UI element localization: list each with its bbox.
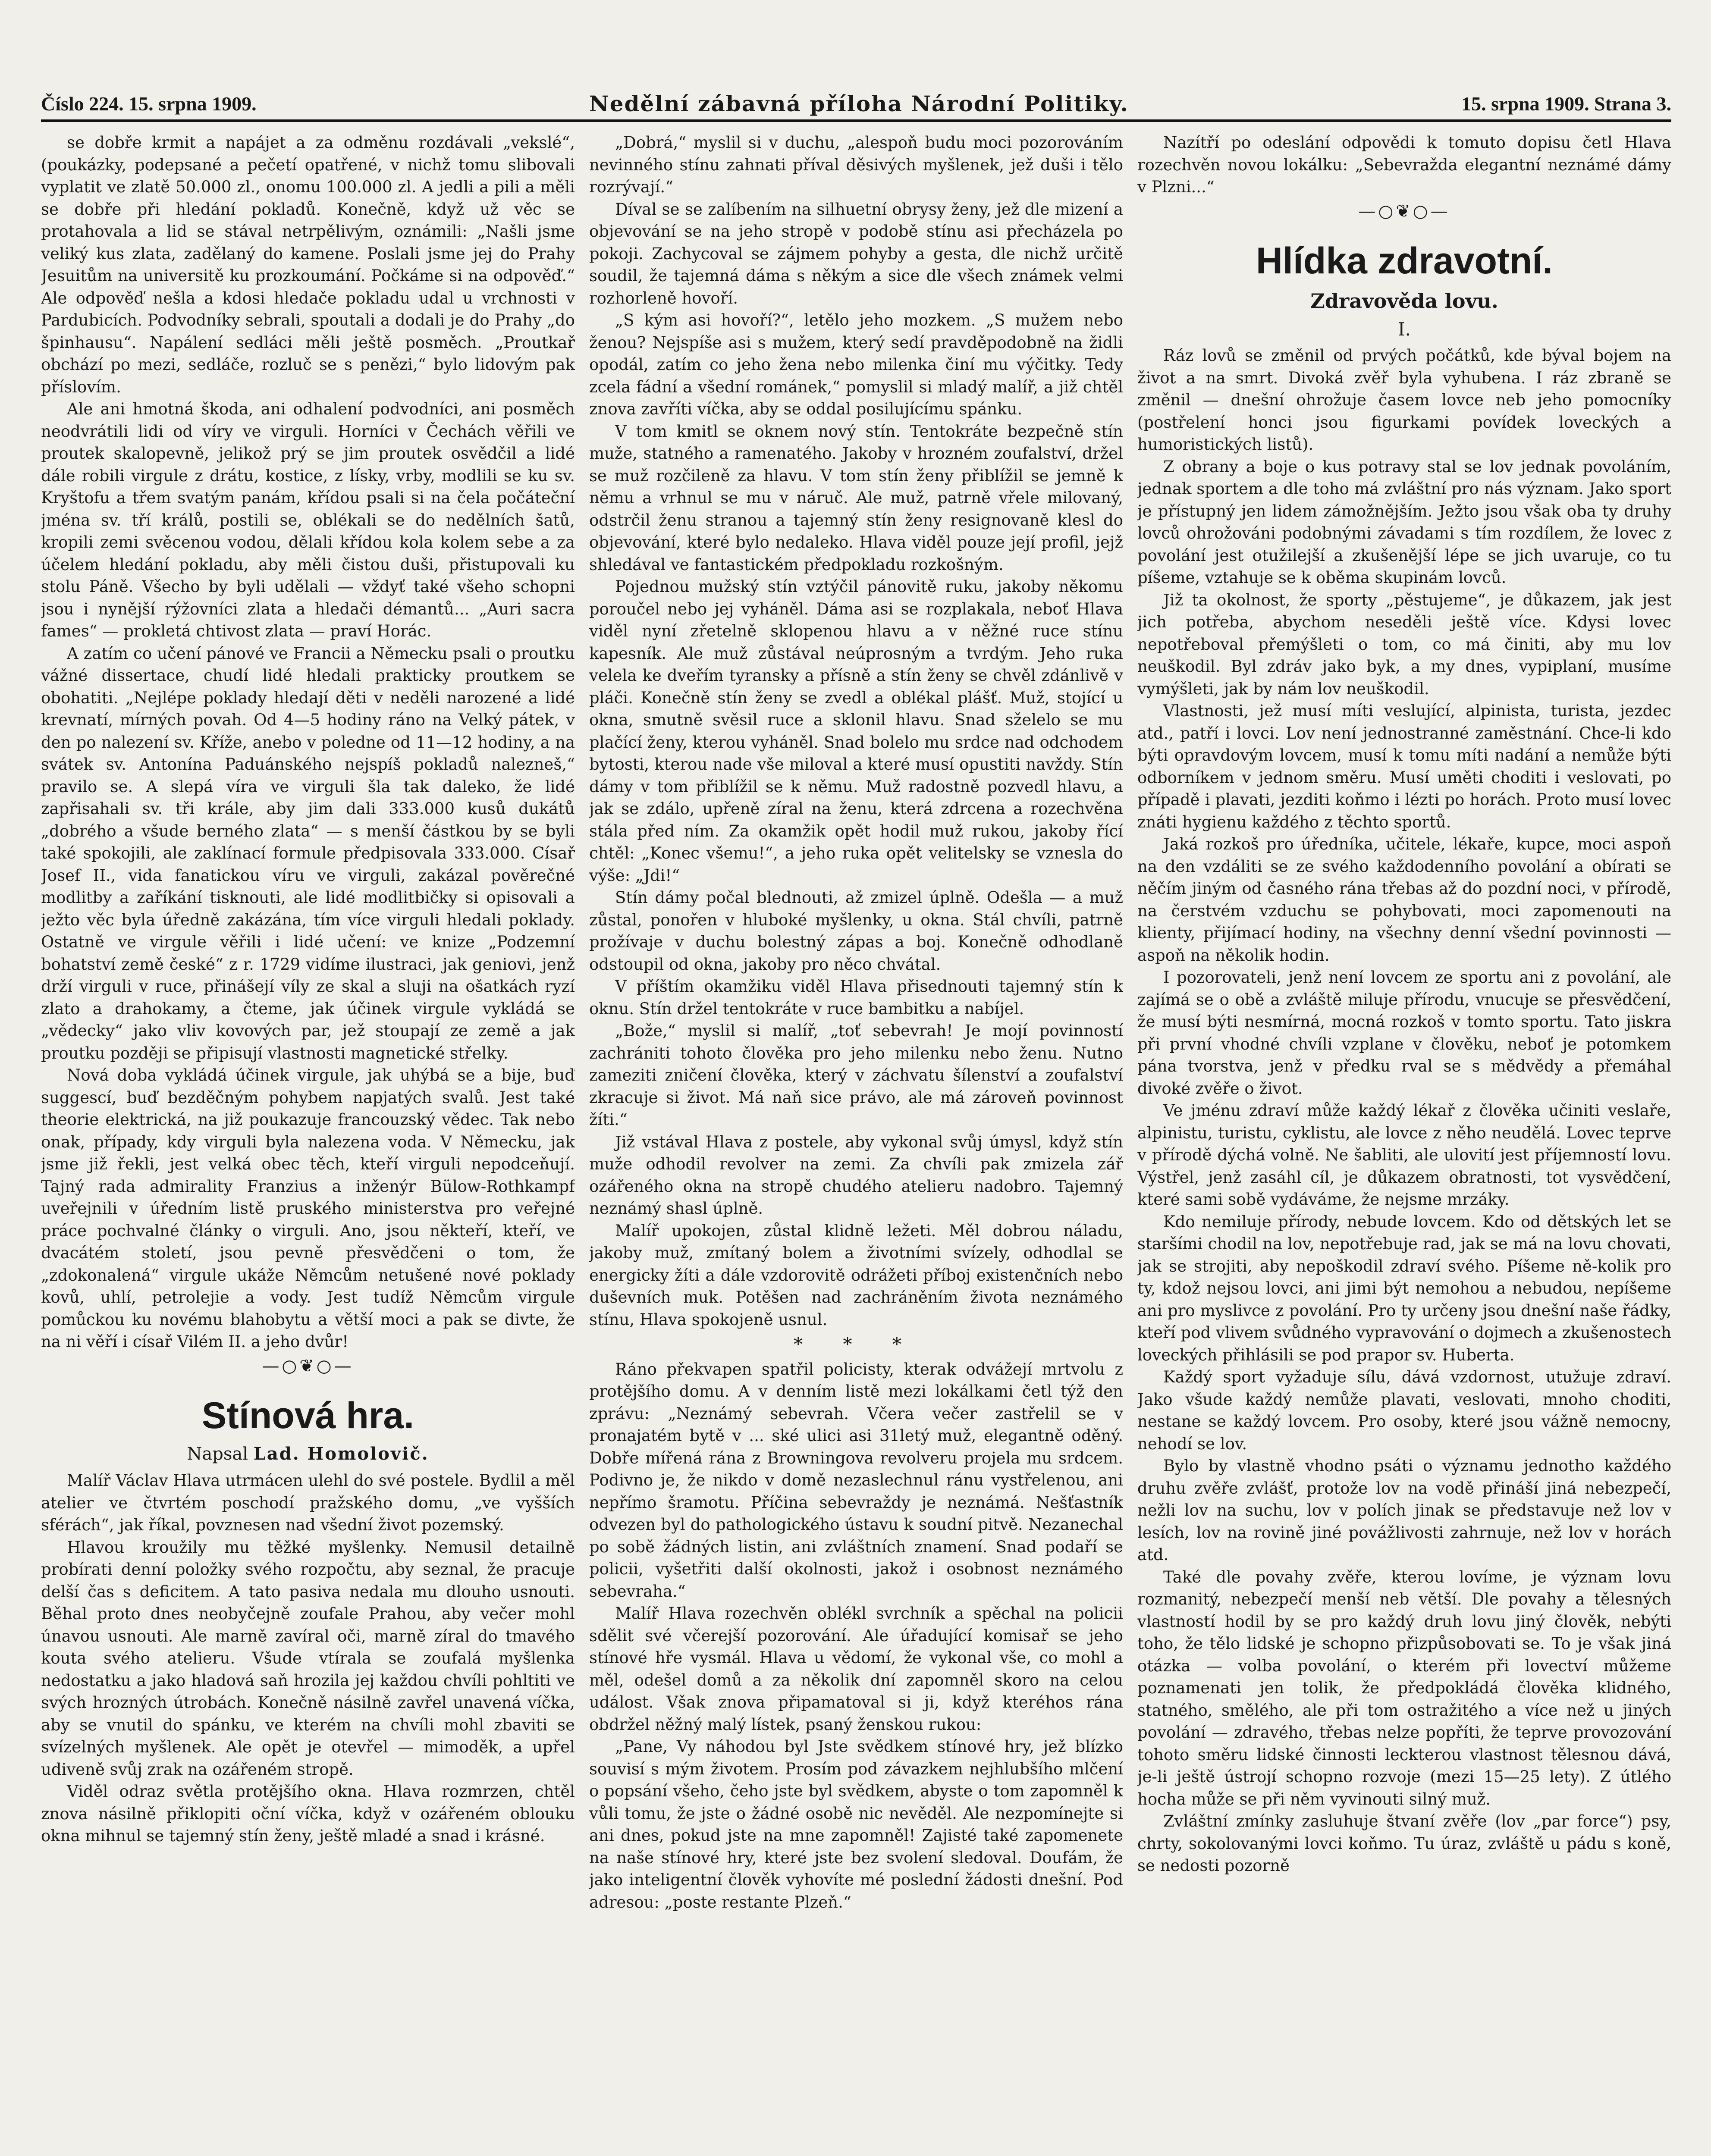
paragraph: „Pane, Vy náhodou byl Jste svědkem stínové hry, jež blízko souvisí s mým životem. Prosím pod závazkem nejhlubšího mlčení o popsání všeho, čeho jste byl svědkem, abyste o tom zapomněl k vůli tomu, že jste o žádné osobě nic nevěděl. Ale nezpomínejte si ani dnes, pokud jste na mne zapomněl! Zajisté také zapomenete na naše stínové hry, které jste bez svolení sledoval. Doufám, že jako inteligentní člověk vyhovíte mé poslední žádosti dnešní. Pod adresou: „poste restante Plzeň.“ <box>589 1737 1123 1912</box>
section-subtitle: Zdravověda lovu. <box>1310 289 1498 313</box>
columns <box>41 132 1671 2156</box>
paragraph: Nová doba vykládá účinek virgule, jak uhýbá se a bije, buď suggescí, buď bezděčným pohybem napjatých svalů. Jest také theorie elektrická, na již poukazuje francouzský vědec. Tak nebo onak, případy, kdy virguli byla nalezena voda. V Německu, jak jsme již řekli, jest velká obec těch, kteří virguli nepodceňují. Tajný rada admirality Franzius a inženýr Bülow-Rothkampf uveřejnili v úředním listě pruského ministerstva pro veřejné práce pochvalné články o virguli. Ano, jsou někteří, kteří, ve dvacátém století, jsou pevně přesvědčeni o tom, že „zdokonalená“ virgule ukáže Němcům netušené nové poklady kovů, uhlí, petrolejie a vody. Jest tudíž Němcům virgule pomůckou ku novému blahobytu a větší moci a pak se divte, že na ni věří i císař Vilém II. a jeho dvůr! <box>41 1066 575 1351</box>
paragraph: „Dobrá,“ myslil si v duchu, „alespoň budu moci pozorováním nevinného stínu zahnati příval děsivých myšlenek, jež duši i tělo rozrývají.“ <box>589 133 1123 196</box>
paragraph: A zatím co učení pánové ve Francii a Německu psali o proutku vážné dissertace, chudí lidé hledali prakticky proutkem se obohatiti. „Nejlépe poklady hledají děti v neděli narozené a lidé krevnatí, mírných povah. Od 4—5 hodiny ráno na Velký pátek, v den po nalezení sv. Kříže, anebo v poledne od 11—12 hodiny, a na svátek sv. Antonína Paduánského nejspíš pokladů nalezneš,“ pravilo se. A slepá víra ve virguli šla tak daleko, že lidé zapřisahali sv. tři krále, aby jim dali 333.000 kusů dukátů „dobrého a všude berného zlata“ — s menší částkou by se byli také spokojili, ale zaklínací formule předpisovala 333.000. Císař Josef II., vida fanatickou víru ve virguli, zakázal pověrečné modlitby a zaříkání tisknouti, ale lidé modlitbičky si opisovali a ježto věc byla úředně zakázána, tím více virguli hledali poklady. Ostatně ve virgule věřili i lidé učení: ve knize „Podzemní bohatství země české“ z r. 1729 vidíme ilustraci, jak geniovi, jenž drží virguli v ruce, přinášejí víly ze skal a sluji na ošatkách ryzí zlato a drahokamy, a čteme, jak účinek virgule vykládá se „vědecky“ jako vliv kovových par, jež stoupají ze země a jak proutku později se připisují vlastnosti magnetické střelky. <box>41 644 575 1062</box>
divider-ornament: —○❦○— <box>1358 201 1450 221</box>
section-number: I. <box>1398 318 1411 340</box>
paragraph: se dobře krmit a napájet a za odměnu rozdávali „vekslé“, (poukázky, podepsané a pečetí opatřené, v nichž tomu slibovali vyplatit ve zlatě 50.000 zl., onomu 100.000 zl. A jedli a pili a měli se dobře při hledání pokladů. Konečně, když už věc se protahovala a lid se stával netrpělivým, oznámili: „Našli jsme veliký kus zlata, zadělaný do kamene. Poslali jsme jej do Prahy Jesuitům na universitě ku prozkoumání. Počkáme si na odpověď.“ Ale odpověď nešla a kdosi hledače pokladu udal u vrchnosti v Pardubicích. Podvodníky sebrali, spoutali a dodali je do Prahy „do špinhausu“. Napálení sedláci měli ještě posměch. „Proutkař obchází po mezi, sedláče, rozluč se s penězi,“ bylo lidovým pak příslovím. <box>41 133 575 396</box>
column-2 <box>589 132 1123 2156</box>
story-title: Stínová hra. <box>201 1395 414 1436</box>
paragraph: Hlavou kroužily mu těžké myšlenky. Nemusil detailně probírati denní položky svého rozpočtu, aby seznal, že pracuje delší čas s deficitem. A tato pasiva nedala mu dlouho usnouti. Běhal proto dnes neobyčejně zoufale Prahou, aby večer mohl únavou usnouti. Ale marně zavíral oči, marně zíral do tmavého kouta svého atelieru. Všude vtírala se zoufalá myšlenka nedostatku a jako hladová saň hrozila jej každou chvíli pohltiti ve svých hrozných útrobách. Konečně násilně zavřel unavená víčka, aby se vnutil do spánku, ve kterém na chvíli mohl zbaviti se svízelných myšlenek. Ale opět je otevřel — mimoděk, a upřel udiveně svůj zrak na ozářeném stropě. <box>41 1538 575 1779</box>
paragraph: Ve jménu zdraví může každý lékař z člověka učiniti veslaře, alpinistu, turistu, cyklistu, ale lovce z něho neudělá. Lovec teprve v přírodě dýchá volně. Ne šabliti, ale ulovití jest příjemností lovu. Výstřel, jenž zasáhl cíl, je důkazem obratnosti, tot vysvědčení, které sami sobě vydáváme, že nejsme mrzáky. <box>1137 1101 1671 1209</box>
paragraph: Malíř upokojen, zůstal klidně ležeti. Měl dobrou náladu, jakoby muž, zmítaný bolem a životními svízely, odhodlal se energicky žíti a dále vzdorovitě odrážeti příboj existenčních nebo duševních muk. Potěšen nad zachráněním života neznámého stínu, Hlava spokojeně usnul. <box>589 1221 1123 1329</box>
newspaper-page <box>41 88 1671 2156</box>
paragraph: Zvláštní zmínky zasluhuje štvaní zvěře (lov „par force“) psy, chrty, sokolovanými lovci koňmo. Tu úraz, zvláště u pádu s koně, se nedosti pozorně <box>1137 1812 1671 1875</box>
paragraph: Stín dámy počal blednouti, až zmizel úplně. Odešla — a muž zůstal, ponořen v hluboké myšlenky, u okna. Stál chvíli, patrně prožívaje v duchu bolestný zápas a boj. Konečně odhodlaně odstoupil od okna, jakoby pro něco chvátal. <box>589 888 1123 974</box>
paragraph: „Bože,“ myslil si malíř, „toť sebevrah! Je mojí povinností zachrániti tohoto člověka pro jeho milenku nebo ženu. Nutno zameziti zničení člověka, který v záchvatu šílenství a zoufalství zkracuje si život. Má naň sice právo, ale má zároveň povinnost žíti.“ <box>589 1022 1123 1129</box>
issue-number: Číslo 224. 15. srpna 1909. <box>41 92 257 115</box>
paragraph: Každý sport vyžaduje sílu, dává vzdornost, utužuje zdraví. Jako všude každý nemůže plavati, veslovati, mnoho choditi, nestane se každý lovcem. Pro osoby, které jsou vážně nemocny, nehodí se lov. <box>1137 1368 1671 1453</box>
paragraph: Malíř Václav Hlava utrmácen ulehl do své postele. Bydlil a měl atelier ve čtvrtém poschodí pražského domu, „ve vyšších sférách“, jak říkal, povznesen nad všední život pozemský. <box>41 1471 575 1534</box>
byline-prefix: Napsal <box>187 1444 248 1464</box>
paragraph: V tom kmitl se oknem nový stín. Tentokráte bezpečně stín muže, statného a ramenatého. Jakoby v hrozném zoufalství, držel se muž rozčileně za hlavu. V tom stín ženy přiblížil se jemně k němu a vrhnul se mu v náruč. Ale muž, patrně vřele milovaný, odstrčil ženu stranou a tajemný stín ženy resignovaně klesl do objevování, které bylo nedaleko. Hlava viděl pouze její profil, jejž shledával ve fantastickém předpokladu rozkošným. <box>589 422 1123 574</box>
paragraph: Již ta okolnost, že sporty „pěstujeme“, je důkazem, jak jest jich potřeba, abychom neseděli ještě více. Kdysi lovec nepotřeboval přemýšleti o tom, co má činiti, aby mu lov neuškodil. Byl zdráv jako byk, a my dnes, vypiplaní, musíme vymýšleti, jak by nám lov neuškodil. <box>1137 590 1671 698</box>
byline <box>41 1443 575 1466</box>
newspaper-title: Nedělní zábavná příloha Národní Politiky. <box>589 91 1129 116</box>
paragraph: Z obrany a boje o kus potravy stal se lov jednak povoláním, jednak sportem a dle toho má zvláštní pro nás význam. Jako sport je přístupný jen lidem zámožnějším. Ježto jsou však oba ty druhy lovců ohrožováni podobnými závadami s tím rozdílem, že lovec z povolání jest otužilejší a zkušenější lépe se jich uvaruje, co tu píšeme, vztahuje se k oběma skupinám lovců. <box>1137 457 1671 587</box>
paragraph: Ráz lovů se změnil od prvých počátků, kde býval bojem na život a na smrt. Divoká zvěř byla vyhubena. I ráz zbraně se změnil — dnešní ohrožuje časem lovce neb jeho pomocníky (postřelení honci jsou figurkami povídek loveckých a humoristických listů). <box>1137 346 1671 454</box>
paragraph: Ráno překvapen spatřil policisty, kterak odvážejí mrtvolu z protějšího domu. A v denním listě mezi lokálkami četl týž den zprávu: „Neznámý sebevrah. Včera večer zastřelil se v pronajatém bytě v ... ské ulici asi 31letý muž, elegantně oděný. Dobře mířená rána z Browningova revolveru projela mu srdcem. Podivno je, že nikdo v domě nezaslechnul ránu vystřelenou, ani nepřímo šramotu. Příčina sebevraždy je neznámá. Nešťastník odvezen byl do pathologického ústavu k soudní pitvě. Nezanechal po sobě žádných listin, ani zvláštních znamení. Snad podaří se policii, vyšetřiti další okolnosti, jakož i osobnost neznámého sebevraha.“ <box>589 1360 1123 1601</box>
paragraph: Vlastnosti, jež musí míti veslující, alpinista, turista, jezdec atd., patří i lovci. Lov není jednostranné zaměstnání. Chce-li kdo býti opravdovým lovcem, musí k tomu míti nadání a nemůže býti odborníkem v jednom směru. Musí uměti choditi i veslovati, po případě i plavati, jezditi koňmo i lézti po horách. Proto musí lovec znáti hygienu každého z těchto sportů. <box>1137 702 1671 831</box>
masthead <box>41 88 1671 119</box>
paragraph: Jaká rozkoš pro úředníka, učitele, lékaře, kupce, moci aspoň na den vzdáliti se ze svého každodenního povolání a obírati se něčím jiným od časného rána třebas až do pozdní noci, v přírodě, na čerstvém vzduchu se pohybovati, moci zapomenouti na klienty, přijímací hodiny, na všechny denní všední povinnosti — aspoň na několik hodin. <box>1137 835 1671 965</box>
paragraph: Kdo nemiluje přírody, nebude lovcem. Kdo od dětských let se staršími chodil na lov, nepotřebuje rad, jak se má na lovu chovati, jak se strojiti, aby nepoškodil zdraví svého. Píšeme ně-kolik pro ty, kdož nejsou lovci, ani jimi být nemohou a nebudou, nepíšeme ani pro myslivce z povolání. Pro ty určeny jsou dnešní naše řádky, kteří pod vlivem svůdného vypravování o dojmech a zkušenostech loveckých přihlásili se pod prapor sv. Huberta. <box>1137 1212 1671 1364</box>
paragraph: Viděl odraz světla protějšího okna. Hlava rozmrzen, chtěl znova násilně přiklopiti oční víčka, když v ozářeném oblouku okna mihnul se tajemný stín ženy, ještě mladé a snad i krásné. <box>41 1782 575 1845</box>
divider-ornament: —○❦○— <box>262 1356 354 1376</box>
page-number: 15. srpna 1909. Strana 3. <box>1461 92 1671 115</box>
paragraph: Díval se se zalíbením na silhuetní obrysy ženy, jež dle mizení a objevování se na jeho stropě v podobě stínu asi přecházela po pokoji. Zachycoval se zájmem pohyby a gesta, dle nichž určitě soudil, že tajemná dáma s někým a sice dle všech známek velmi rozhorleně hovoří. <box>589 200 1123 307</box>
paragraph: Ale ani hmotná škoda, ani odhalení podvodníci, ani posměch neodvrátili lidi od víry ve virguli. Horníci v Čechách věřili ve proutek skalopevně, jelikož prý se jim proutek osvědčil a lidé dále robili virgule z drátu, kostice, z lísky, vrby, modlili se ku sv. Kryštofu a třem svatým panám, křídou psali si na čela počáteční jména sv. tří králů, postili se, oblékali se do nedělních šatů, kropili zemi svěcenou vodou, dělali křídou kola kolem sebe a za účelem hledání pokladu, aby měli čistou duši, přistupovali ku stolu Páně. Všecho by byli udělali — vždyť také všeho schopni jsou i nynější rýžovníci zlata a hledači démantů... „Auri sacra fames“ — prokletá chtivost zlata — praví Horác. <box>41 400 575 640</box>
author-name: Lad. Homolovič. <box>253 1443 429 1464</box>
paragraph: Malíř Hlava rozechvěn oblékl svrchník a spěchal na policii sdělit své včerejší pozorování. Ale úřadující komisař se jeho stínové hře vysmál. Hlava u vědomí, že vykonal vše, co mohl a měl, odešel domů a za několik dní zapomněl skoro na celou událost. Však znova připamatoval si ji, když kteréhos rána obdržel něžný malý lístek, psaný ženskou rukou: <box>589 1604 1123 1734</box>
paragraph: Také dle povahy zvěře, kterou lovíme, je význam lovu rozmanitý, nebezpečí menší neb větší. Dle povahy a tělesných vlastností hodil by se pro každý druh lovu jiný člověk, nebýti toho, že tělo lidské je schopno přizpůsobovati se. To je však jiná otázka — volba povolání, o kterém při lovectví můžeme poznamenati jen tolik, že předpokládá člověka klidného, statného, smělého, ale při tom ostražitého a více než u jiných povolání — zdravého, třebas nelze popříti, že teprve provozování tohoto směru lidské činnosti leckterou vlastnost tělesnou dává, je-li ještě ústrojí schopno rozvoje (mezi 15—25 lety). Z útlého hocha může se při něm vyvinouti silný muž. <box>1137 1567 1671 1808</box>
column-1 <box>41 132 575 2156</box>
paragraph: I pozorovateli, jenž není lovcem ze sportu ani z povolání, ale zajímá se o obě a zvláště miluje přírodu, vnucuje se přesvědčení, že musí býti nesmírná, mocná rozkoš v tomto sportu. Tato jiskra při první vhodné chvíli vzplane v člověku, neboť je potomkem pána tvorstva, jenž v předku rval se s mědvědy a přemáhal divoké zvěře o život. <box>1137 968 1671 1098</box>
section-title: Hlídka zdravotní. <box>1256 240 1553 282</box>
section-stars: * * * <box>794 1334 919 1355</box>
paragraph: Pojednou mužský stín vztýčil pánovitě ruku, jakoby někomu poroučel nebo jej vyháněl. Dáma asi se rozplakala, neboť Hlava viděl nyní zřetelně sklopenou hlavu a v něžné ruce stínu kapesník. Ale muž zůstával neúprosným a tvrdým. Jeho ruka velela ke dveřím tyransky a přísně a stín ženy se chvěl zdánlivě v pláči. Konečně stín ženy se zvedl a oblékal plášť. Muž, stojící u okna, smutně svěsil ruce a sklonil hlavu. Snad sželelo se mu plačící ženy, kterou vyháněl. Snad bolelo mu srdce nad odchodem bytosti, kterou nade vše miloval a které musí opustiti navždy. Stín dámy v tom přiblížil se k němu. Muž radostně pozvedl hlavu, a jak se zdálo, upřeně zíral na ženu, která zdrcena a rozechvěna stála před ním. Za okamžik opět hodil muž rukou, jakoby řící chtěl: „Konec všemu!“, a jeho ruka opět velitelsky se vznesla do výše: „Jdi!“ <box>589 577 1123 885</box>
paragraph: Nazítří po odeslání odpovědi k tomuto dopisu četl Hlava rozechvěn novou lokálku: „Sebevražda elegantní neznámé dámy v Plzni...“ <box>1137 133 1671 196</box>
paragraph: Bylo by vlastně vhodno psáti o významu jednotho každého druhu zvěře zvlášť, protože lov na vodě přináší jiná nebezpečí, nežli lov na suchu, lov v polích jinak se představuje než lov v lesích, lov na rovině jiné povážlivosti zahrnuje, než lov v horách atd. <box>1137 1457 1671 1564</box>
paragraph: „S kým asi hovoří?“, letělo jeho mozkem. „S mužem nebo ženou? Nejspíše asi s mužem, který sedí pravděpodobně na židli opodál, zatím co jeho žena nebo milenka činí mu výčitky. Tedy zcela fádní a všední románek,“ pomyslil si mladý malíř, a již chtěl znova zavříti víčka, aby se oddal posilujícímu spánku. <box>589 311 1123 418</box>
paragraph: Již vstával Hlava z postele, aby vykonal svůj úmysl, když stín muže odhodil revolver na zemi. Za chvíli pak zmizela zář ozářeného okna na stropě chudého atelieru nadobro. Tajemný neznámý shasl úplně. <box>589 1132 1123 1218</box>
masthead-rule <box>41 119 1671 122</box>
column-3 <box>1137 132 1671 2156</box>
paragraph: V příštím okamžiku viděl Hlava přisednouti tajemný stín k oknu. Stín držel tentokráte v ruce bambitku a nabíjel. <box>589 977 1123 1018</box>
